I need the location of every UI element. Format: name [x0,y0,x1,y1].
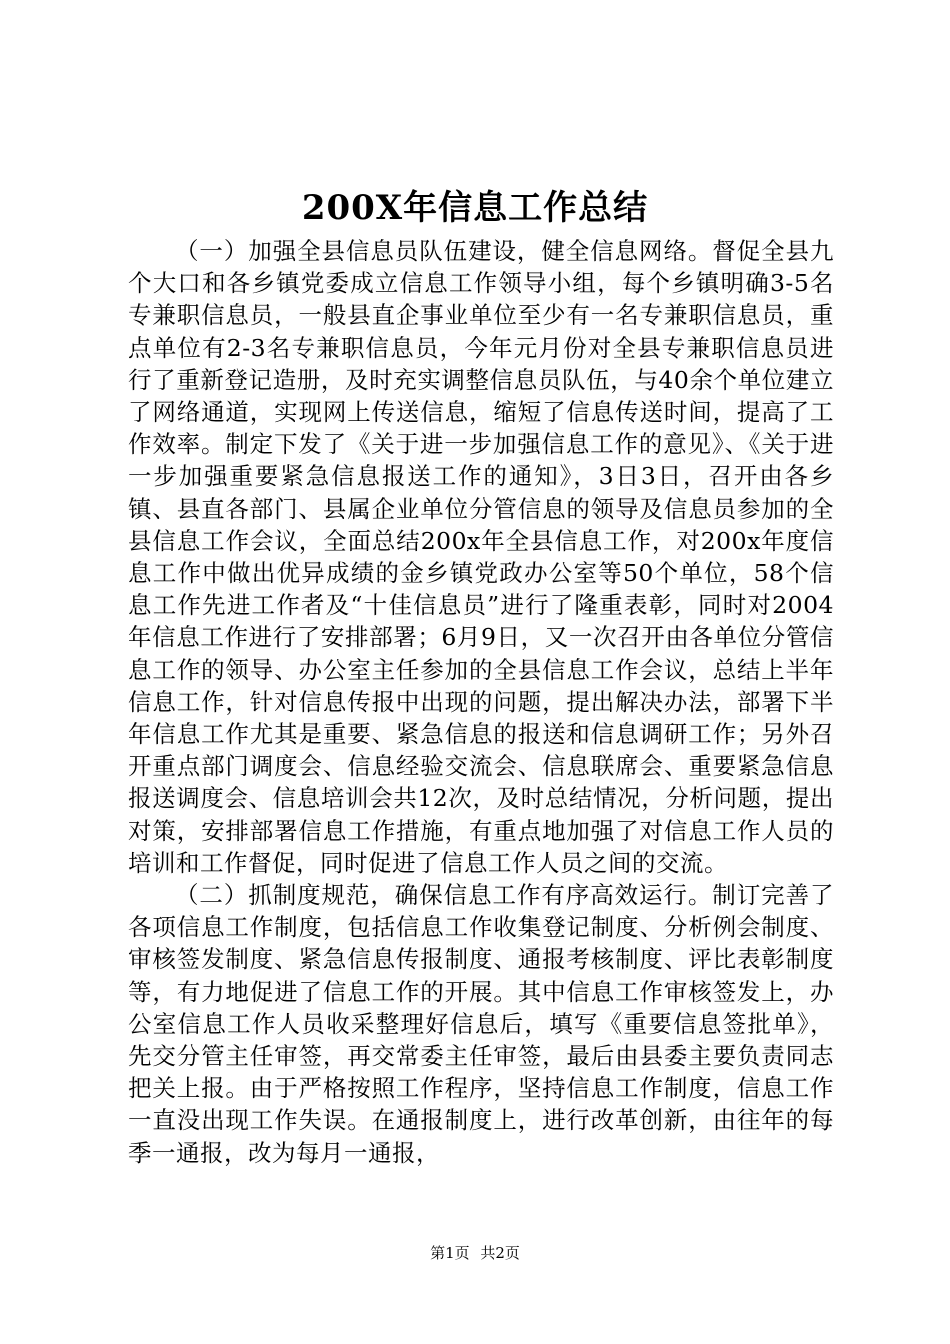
page-number: 第1页 [430,1244,470,1262]
document-title: 200X年信息工作总结 [301,188,649,228]
paragraph-2: （二）抓制度规范，确保信息工作有序高效运行。制订完善了各项信息工作制度，包括信息工作收集登记制度、分析例会制度、审核签发制度、紧急信息传报制度、通报考核制度、评比表彰制度等，有力地促进了信息工作的开展。其中信息工作审核签发上，办公室信息工作人员收采整理好信息后，填写《重要信息签批单》，先交分管主任审签，再交常委主任审签，最后由县委主要负责同志把关上报。由于严格按照工作程序，坚持信息工作制度，信息工作一直没出现工作失误。在通报制度上，进行改革创新，由往年的每季一通报，改为每月一通报， [128,881,834,1167]
page-total: 共2页 [480,1244,520,1262]
paragraph-1: （一）加强全县信息员队伍建设，健全信息网络。督促全县九个大口和各乡镇党委成立信息工作领导小组，每个乡镇明确3-5名专兼职信息员，一般县直企事业单位至少有一名专兼职信息员，重点单位有2-3名专兼职信息员，今年元月份对全县专兼职信息员进行了重新登记造册，及时充实调整信息员队伍，与40余个单位建立了网络通道，实现网上传送信息，缩短了信息传送时间，提高了工作效率。制定下发了《关于进一步加强信息工作的意见》、《关于进一步加强重要紧急信息报送工作的通知》，3日3日，召开由各乡镇、县直各部门、县属企业单位分管信息的领导及信息员参加的全县信息工作会议，全面总结200x年全县信息工作，对200x年度信息工作中做出优异成绩的金乡镇党政办公室等50个单位，58个信息工作先进工作者及“十佳信息员”进行了隆重表彰，同时对2004年信息工作进行了安排部署；6月9日，又一次召开由各单位分管信息工作的领导、办公室主任参加的全县信息工作会议，总结上半年信息工作，针对信息传报中出现的问题，提出解决办法，部署下半年信息工作尤其是重要、紧急信息的报送和信息调研工作；另外召开重点部门调度会、信息经验交流会、信息联席会、重要紧急信息报送调度会、信息培训会共12次，及时总结情况，分析问题，提出对策，安排部署信息工作措施，有重点地加强了对信息工作人员的培训和工作督促，同时促进了信息工作人员之间的交流。 [128,237,834,877]
document-body [128,235,834,1169]
page-footer [0,1242,950,1264]
